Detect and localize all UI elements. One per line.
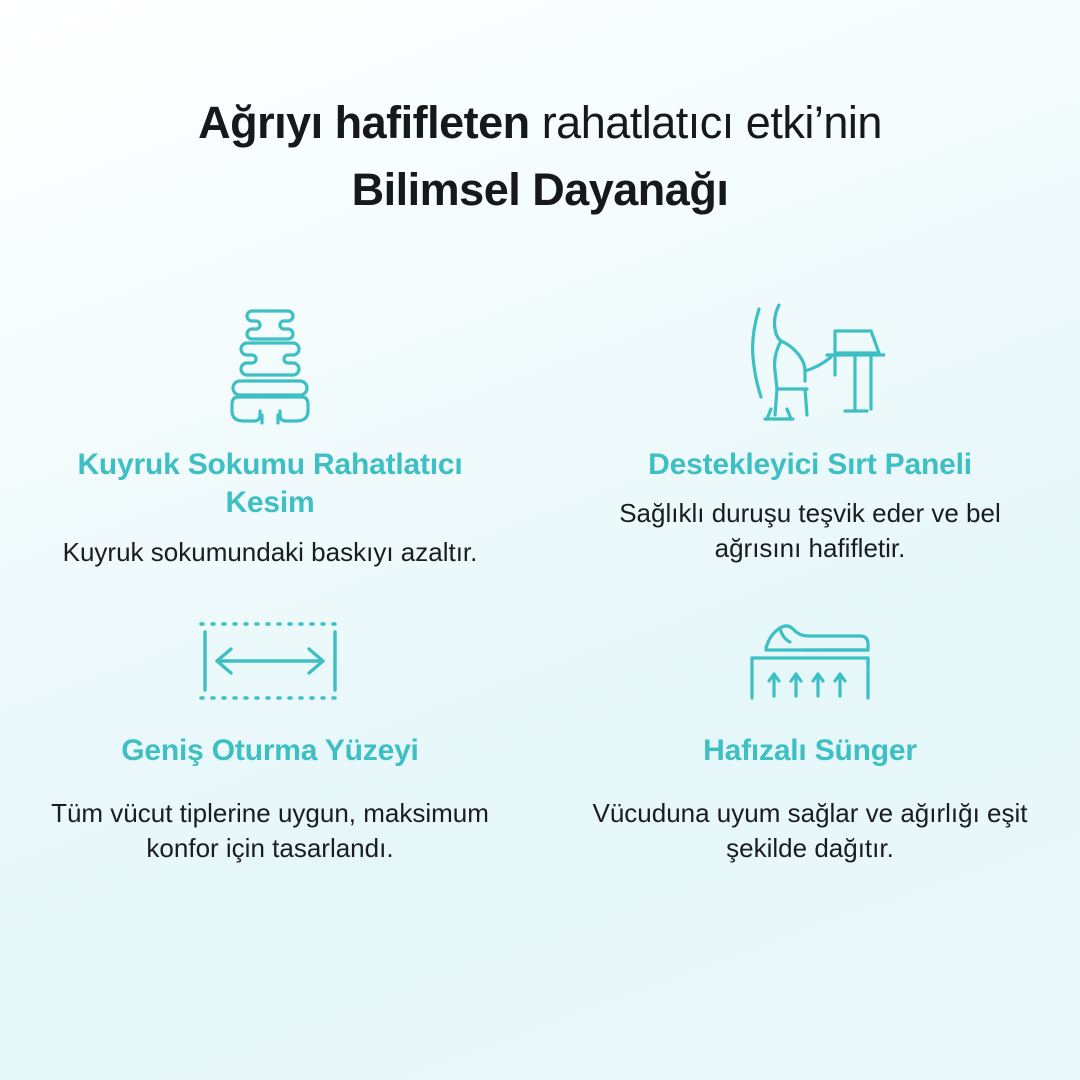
feature-card-memory-foam [540, 596, 1080, 867]
spine-coccyx-icon [200, 290, 340, 440]
feature-description: Vücuduna uyum sağlar ve ağırlığı eşit şekilde dağıtır. [592, 798, 1028, 864]
headline-regular-part: rahatlatıcı etki’nin [529, 97, 882, 148]
feature-title: Geniş Oturma Yüzeyi [121, 733, 419, 767]
headline-line-1 [0, 96, 1080, 151]
feature-description: Sağlıklı duruşu teşvik eder ve bel ağrısını hafifletir. [619, 498, 1001, 564]
person-sitting-desk-icon [735, 290, 885, 440]
feature-description: Tüm vücut tiplerine uygun, maksimum konfor için tasarlandı. [51, 798, 489, 864]
memory-foam-cushion-icon [730, 596, 890, 726]
feature-card-coccyx [0, 290, 540, 570]
page-title [0, 0, 1080, 219]
features-grid [0, 290, 1080, 866]
feature-title: Destekleyici Sırt Paneli [648, 448, 972, 481]
feature-description: Kuyruk sokumundaki baskıyı azaltır. [62, 536, 478, 567]
feature-card-back-panel [540, 290, 1080, 570]
feature-title: Hafızalı Sünger [703, 733, 917, 767]
headline-line-2: Bilimsel Dayanağı [351, 163, 729, 215]
feature-title: Kuyruk Sokumu Rahatlatıcı Kesim [77, 448, 463, 520]
headline-bold-part: Ağrıyı hafifleten [198, 97, 530, 148]
feature-card-wide-seat [0, 596, 540, 867]
width-arrow-icon [185, 596, 355, 726]
